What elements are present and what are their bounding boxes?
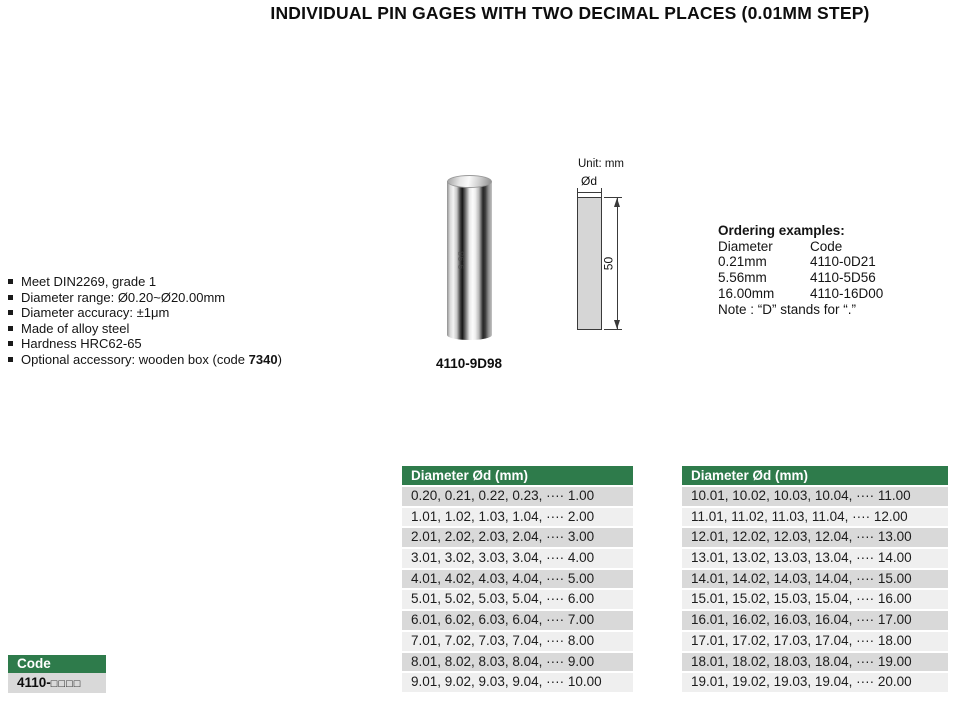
pin-engraving-text: 9.98 xyxy=(456,250,466,270)
table-row: 0.20, 0.21, 0.22, 0.23, ···· 1.00 xyxy=(402,487,633,506)
diameter-table-left xyxy=(402,466,633,694)
feature-list xyxy=(8,274,282,368)
ordering-examples xyxy=(718,223,883,317)
table-row: 19.01, 19.02, 19.03, 19.04, ···· 20.00 xyxy=(682,673,948,692)
feature-text: Diameter accuracy: ±1μm xyxy=(21,305,170,321)
arrow-up-icon xyxy=(614,198,620,207)
column-code: Code xyxy=(810,238,843,254)
page-title: INDIVIDUAL PIN GAGES WITH TWO DECIMAL PLACES (0.01MM STEP) xyxy=(270,3,870,23)
bullet-square-icon xyxy=(8,295,13,300)
gage-outline xyxy=(577,197,602,330)
feature-item xyxy=(8,321,282,337)
table-row: 17.01, 17.02, 17.03, 17.04, ···· 18.00 xyxy=(682,632,948,651)
bullet-square-icon xyxy=(8,357,13,362)
unit-label: Unit: mm xyxy=(578,158,624,170)
table-row: 8.01, 8.02, 8.03, 8.04, ···· 9.00 xyxy=(402,653,633,672)
code-box xyxy=(8,655,106,693)
feature-item xyxy=(8,336,282,352)
table-row: 13.01, 13.02, 13.03, 13.04, ···· 14.00 xyxy=(682,549,948,568)
feature-text: Meet DIN2269, grade 1 xyxy=(21,274,157,289)
table-row: 15.01, 15.02, 15.03, 15.04, ···· 16.00 xyxy=(682,590,948,609)
table-row: 10.01, 10.02, 10.03, 10.04, ···· 11.00 xyxy=(682,487,948,506)
diameter-table-right xyxy=(682,466,948,694)
table-row: 9.01, 9.02, 9.03, 9.04, ···· 10.00 xyxy=(402,673,633,692)
bullet-square-icon xyxy=(8,341,13,346)
table-header: Diameter Ød (mm) xyxy=(402,466,633,485)
accessory-code: 7340 xyxy=(248,351,278,367)
table-row: 1.01, 1.02, 1.03, 1.04, ···· 2.00 xyxy=(402,508,633,527)
table-body xyxy=(682,487,948,692)
dimension-drawing xyxy=(560,158,645,343)
table-row: 2.01, 2.02, 2.03, 2.04, ···· 3.00 xyxy=(402,528,633,547)
table-row: 6.01, 6.02, 6.03, 6.04, ···· 7.00 xyxy=(402,611,633,630)
code-box-header: Code xyxy=(8,655,106,673)
table-row: 14.01, 14.02, 14.03, 14.04, ···· 15.00 xyxy=(682,570,948,589)
feature-text: Made of alloy steel xyxy=(21,320,130,336)
table-row: 4.01, 4.02, 4.03, 4.04, ···· 5.00 xyxy=(402,570,633,589)
feature-item xyxy=(8,290,282,306)
pin-cylinder xyxy=(447,181,492,340)
feature-text: Hardness HRC62-65 xyxy=(21,336,142,352)
ordering-row: 5.56mm 4110-5D56 xyxy=(718,270,876,286)
feature-text: Diameter range: Ø0.20~Ø20.00mm xyxy=(21,289,226,305)
feature-item xyxy=(8,352,282,368)
ordering-row: 16.00mm 4110-16D00 xyxy=(718,285,884,301)
bullet-square-icon xyxy=(8,279,13,284)
table-row: 5.01, 5.02, 5.03, 5.04, ···· 6.00 xyxy=(402,590,633,609)
length-dimension-line xyxy=(617,198,618,329)
code-placeholder-boxes: □□□□ xyxy=(50,678,82,690)
dimension-tick xyxy=(577,188,578,197)
table-body xyxy=(402,487,633,692)
table-row: 11.01, 11.02, 11.03, 11.04, ···· 12.00 xyxy=(682,508,948,527)
code-box-value: 4110-□□□□ xyxy=(8,673,106,693)
ordering-column-headers xyxy=(718,239,883,255)
ordering-heading: Ordering examples: xyxy=(718,223,845,238)
pin-top-face xyxy=(447,175,492,188)
feature-item xyxy=(8,274,282,290)
bullet-square-icon xyxy=(8,310,13,315)
product-code-caption: 4110-9D98 xyxy=(435,356,503,371)
arrow-down-icon xyxy=(614,320,620,329)
ordering-note: Note : “D” stands for “.” xyxy=(718,301,857,317)
table-row: 7.01, 7.02, 7.03, 7.04, ···· 8.00 xyxy=(402,632,633,651)
table-row: 18.01, 18.02, 18.03, 18.04, ···· 19.00 xyxy=(682,653,948,672)
table-row: 16.01, 16.02, 16.03, 16.04, ···· 17.00 xyxy=(682,611,948,630)
table-row: 12.01, 12.02, 12.03, 12.04, ···· 13.00 xyxy=(682,528,948,547)
length-value: 50 xyxy=(601,256,616,271)
dimension-tick xyxy=(601,188,602,197)
extension-line xyxy=(604,329,622,330)
diameter-dimension-line xyxy=(577,192,602,193)
feature-text: Optional accessory: wooden box (code 7340) xyxy=(21,351,282,367)
table-row: 3.01, 3.02, 3.03, 3.04, ···· 4.00 xyxy=(402,549,633,568)
diameter-label: Ød xyxy=(580,174,597,188)
bullet-square-icon xyxy=(8,326,13,331)
ordering-row: 0.21mm 4110-0D21 xyxy=(718,254,876,270)
feature-item xyxy=(8,305,282,321)
table-header: Diameter Ød (mm) xyxy=(682,466,948,485)
column-diameter: Diameter xyxy=(718,238,773,254)
pin-gage-photo xyxy=(447,175,492,340)
